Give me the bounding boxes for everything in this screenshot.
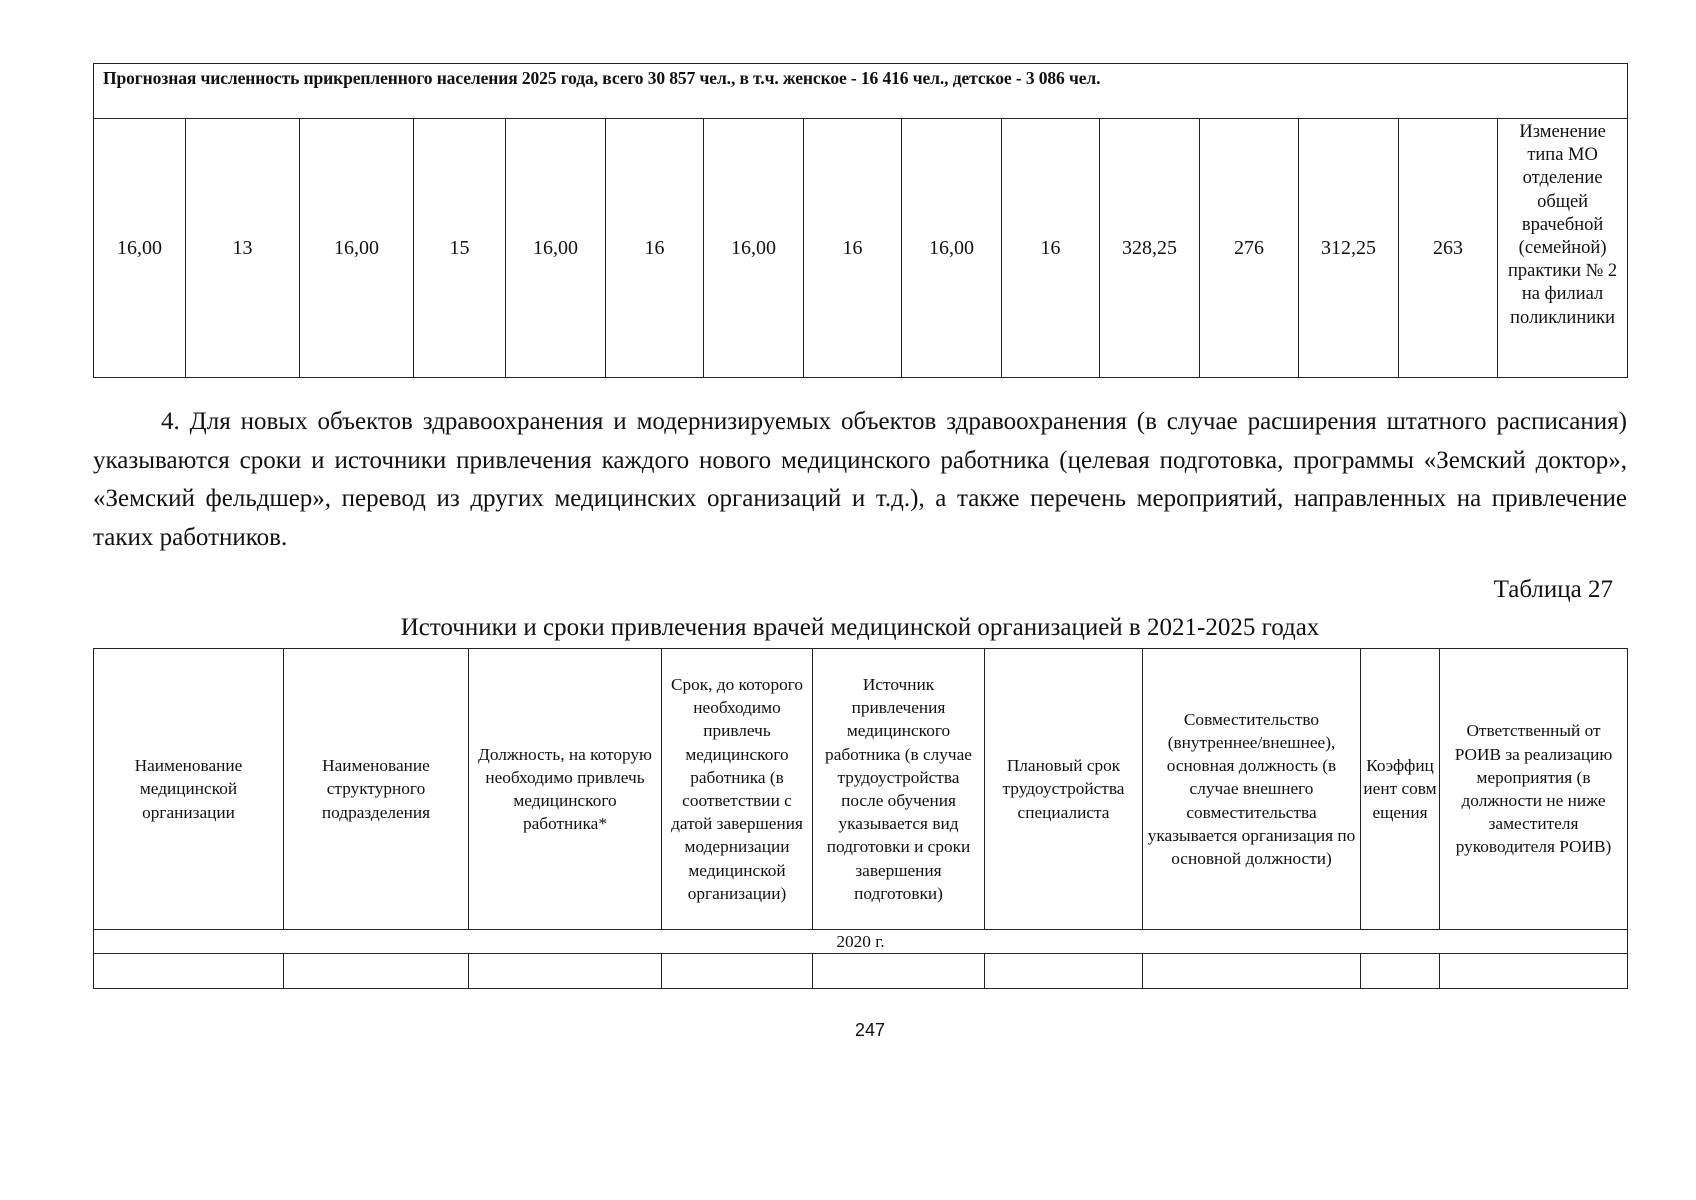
- section-paragraph: 4. Для новых объектов здравоохранения и модернизируемых объектов здравоохранения (в случае расширения штатного расписания) указываются сроки и источники привлечения каждого нового медицинского работника (целевая подготовка, программы «Земский доктор», «Земский фельдшер», перевод из других медицинских организаций и т.д.), а также перечень мероприятий, направленных на привлечение таких работников.: [93, 408, 1627, 551]
- header-cell: Совместительство (внутреннее/внешнее), основная должность (в случае внешнего совместительства указывается организация по основной должности): [1143, 649, 1361, 930]
- table-cell: 16,00: [704, 119, 804, 378]
- table-cell: [469, 954, 662, 989]
- header-cell: Наименование медицинской организации: [94, 649, 284, 930]
- year-row-label: 2020 г.: [94, 930, 1628, 954]
- header-cell: Наименование структурного подразделения: [284, 649, 469, 930]
- table-cell: [1440, 954, 1628, 989]
- table-cell: [985, 954, 1143, 989]
- table-cell: [1143, 954, 1361, 989]
- table-cell: 16,00: [94, 119, 186, 378]
- table-cell: 16: [804, 119, 902, 378]
- table-title: Источники и сроки привлечения врачей медицинской организацией в 2021-2025 годах: [400, 614, 1320, 641]
- table-row: [94, 954, 1628, 989]
- header-cell: Источник привлечения медицинского работника (в случае трудоустройства после обучения указывается вид подготовки и сроки завершения подготовки): [813, 649, 985, 930]
- table-cell: 276: [1200, 119, 1299, 378]
- header-cell: Должность, на которую необходимо привлечь медицинского работника*: [469, 649, 662, 930]
- table-cell: 16,00: [506, 119, 606, 378]
- table-cell: 263: [1399, 119, 1498, 378]
- population-table: [93, 63, 1628, 378]
- table-cell: 16,00: [300, 119, 414, 378]
- table-cell: [662, 954, 813, 989]
- page-number: 247: [854, 1020, 886, 1040]
- table-cell: 16: [606, 119, 704, 378]
- table-cell: [813, 954, 985, 989]
- table-cell: 312,25: [1299, 119, 1399, 378]
- table-cell: [1361, 954, 1440, 989]
- header-cell: Ответственный от РОИВ за реализацию мероприятия (в должности не ниже заместителя руководителя РОИВ): [1440, 649, 1628, 930]
- table-cell: 16,00: [902, 119, 1002, 378]
- table-cell: 13: [186, 119, 300, 378]
- table-cell: 15: [414, 119, 506, 378]
- header-cell: Плановый срок трудоустройства специалиста: [985, 649, 1143, 930]
- table-cell: 16: [1002, 119, 1100, 378]
- table-cell: [284, 954, 469, 989]
- table-number: Таблица 27: [1493, 576, 1613, 603]
- header-cell: Коэффициент совмещения: [1361, 649, 1440, 930]
- change-note-cell: Изменение типа МО отделение общей врачебной (семейной) практики № 2 на филиал поликлиники: [1498, 119, 1628, 378]
- header-cell: Срок, до которого необходимо привлечь медицинского работника (в соответствии с датой завершения модернизации медицинской организации): [662, 649, 813, 930]
- table-cell: 328,25: [1100, 119, 1200, 378]
- recruitment-table: [93, 648, 1628, 989]
- population-caption: Прогнозная численность прикрепленного населения 2025 года, всего 30 857 чел., в т.ч. женское - 16 416 чел., детское - 3 086 чел.: [94, 64, 1628, 119]
- table-cell: [94, 954, 284, 989]
